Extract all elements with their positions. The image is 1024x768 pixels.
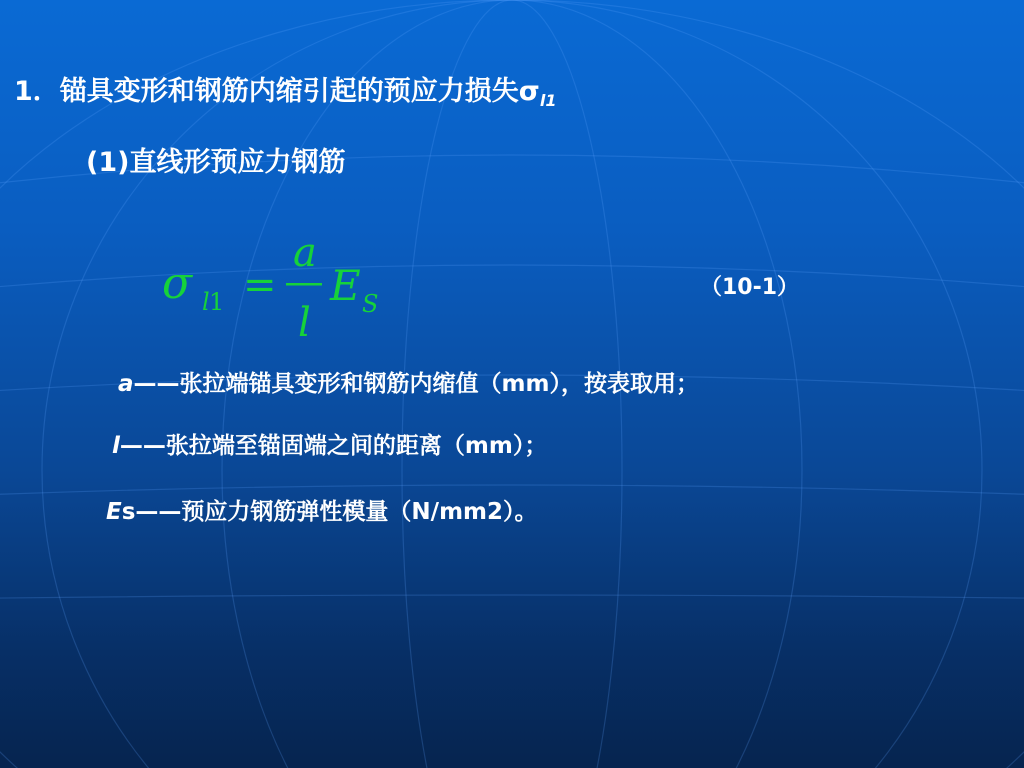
subheading-text: 直线形预应力钢筋 <box>129 147 346 178</box>
formula-numerator: a <box>293 230 317 276</box>
formula-sigma-sub-1: 1 <box>209 288 225 316</box>
formula-fraction-bar <box>286 283 322 286</box>
formula-modulus-sub: S <box>362 290 379 318</box>
definition-l-text: ——张拉端至锚固端之间的距离（mm）； <box>119 433 548 459</box>
definition-a <box>118 366 699 402</box>
formula-equals: = <box>243 262 277 308</box>
formula-denominator: l <box>298 300 311 346</box>
formula-sigma-sub-l: l <box>202 288 210 316</box>
definition-es-symbol-rest: s <box>121 499 136 525</box>
definition-l <box>112 428 547 464</box>
definition-es-text: ——预应力钢筋弹性模量（N/mm2）。 <box>135 499 538 525</box>
heading-subscript: l1 <box>539 91 557 110</box>
definition-es <box>106 494 538 530</box>
formula-modulus: E <box>330 261 361 310</box>
subsection-heading <box>86 143 345 183</box>
definition-l-symbol: l <box>112 433 120 459</box>
formula-sigma: σ <box>162 258 193 309</box>
subheading-prefix: (1) <box>86 147 130 178</box>
loss-formula <box>158 228 408 348</box>
definition-es-symbol: E <box>106 499 122 525</box>
heading-symbol: σ <box>518 76 540 107</box>
section-heading <box>14 72 556 115</box>
definition-a-symbol: a <box>118 371 134 397</box>
heading-text: 锚具变形和钢筋内缩引起的预应力损失 <box>59 76 519 107</box>
definition-a-text: ——张拉端锚具变形和钢筋内缩值（mm），按表取用； <box>133 371 699 397</box>
equation-number: （10-1） <box>700 275 800 300</box>
heading-number: 1． <box>14 76 60 107</box>
